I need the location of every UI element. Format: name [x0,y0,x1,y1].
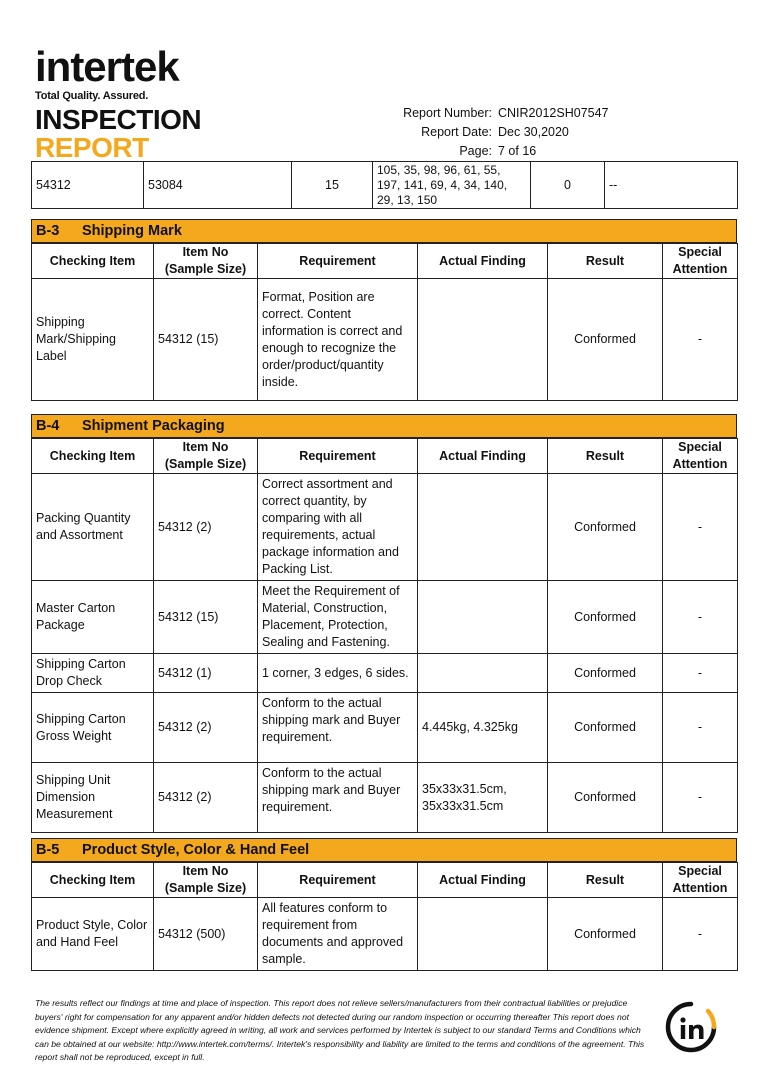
table-row [32,279,738,401]
result-cell: Conformed [548,581,663,654]
finding-cell: 35x33x31.5cm, 35x33x31.5cm [418,763,548,833]
col-result: Result [548,244,663,279]
section-title: Shipping Mark [82,223,182,239]
report-date-row [380,123,609,142]
col-requirement: Requirement [258,863,418,898]
section-b3 [31,219,737,401]
table-row [32,654,738,693]
table-row [32,898,738,971]
section-b5 [31,838,737,971]
item-no-cell: 54312 [32,162,144,209]
special-cell: - [663,581,738,654]
finding-cell [418,279,548,401]
report-number-label: Report Number: [403,106,492,120]
report-date-label: Report Date: [421,125,492,139]
shipping-mark-table [31,243,738,401]
requirement-cell: Meet the Requirement of Material, Construction, Placement, Protection, Sealing and Fastening. [258,581,418,654]
col-special-attention: Special Attention [663,244,738,279]
logo-wordmark: intertek [35,43,179,90]
col-checking-item: Checking Item [32,439,154,474]
requirement-cell: All features conform to requirement from documents and approved sample. [258,898,418,971]
page-value: 7 of 16 [498,144,537,158]
report-title-line2: REPORT [35,132,149,163]
section-header [31,838,737,862]
checking-item-cell: Shipping Mark/Shipping Label [32,279,154,401]
logo-tagline: Total Quality. Assured. [35,90,149,102]
shipment-packaging-table [31,438,738,833]
checking-item-cell: Shipping Carton Gross Weight [32,693,154,763]
checking-item-cell: Shipping Unit Dimension Measurement [32,763,154,833]
table-header-row [32,244,738,279]
sample-numbers-cell: 105, 35, 98, 96, 61, 55, 197, 141, 69, 4, 34, 140, 29, 13, 150 [373,162,531,209]
result-cell: Conformed [548,654,663,693]
item-no-cell: 54312 (500) [154,898,258,971]
footer-disclaimer: The results reflect our findings at time and place of inspection. This report does not relieve sellers/manufacturers from their contractual liabilities or prejudice buyers' right for compensation for any apparent and/or hidden defects not detected during our random inspection or occurring thereafter This report does not evidence shipment. Except where explicitly agreed in writing, all work and services performed by Intertek is subject to our standard Terms and Conditions which can be obtained at our website: http://www.intertek.com/terms/. Intertek's responsibility and liability are limited to the terms and conditions of the agreement. This report shall not be reproduced, except in full. [35,998,645,1062]
col-item-no: Item No (Sample Size) [154,439,258,474]
checking-item-cell: Master Carton Package [32,581,154,654]
product-style-table [31,862,738,971]
col-requirement: Requirement [258,244,418,279]
section-b4 [31,414,737,833]
report-number-row [380,104,609,123]
item-no-cell: 54312 (2) [154,693,258,763]
col-result: Result [548,439,663,474]
table-row [32,693,738,763]
section-title: Shipment Packaging [82,418,225,434]
table-row [32,474,738,581]
result-cell: Conformed [548,898,663,971]
report-title-line1: INSPECTION [35,104,202,135]
intertek-logo [35,43,202,163]
table-row [32,162,738,209]
finding-cell [418,474,548,581]
table-row [32,581,738,654]
col-requirement: Requirement [258,439,418,474]
section-code: B-3 [36,223,60,239]
finding-cell [418,898,548,971]
table-header-row [32,439,738,474]
col-actual-finding: Actual Finding [418,439,548,474]
special-cell: - [663,654,738,693]
section-code: B-5 [36,842,60,858]
quantity-cell: 15 [292,162,373,209]
special-cell: - [663,763,738,833]
finding-cell [418,654,548,693]
item-no-cell: 54312 (15) [154,279,258,401]
col-special-attention: Special Attention [663,863,738,898]
remark-cell: -- [605,162,738,209]
page-row [380,142,609,161]
col-result: Result [548,863,663,898]
special-cell: - [663,898,738,971]
col-item-no: Item No (Sample Size) [154,863,258,898]
section-header [31,414,737,438]
report-number-value: CNIR2012SH07547 [498,106,609,120]
defects-cell: 0 [531,162,605,209]
result-cell: Conformed [548,763,663,833]
col-actual-finding: Actual Finding [418,244,548,279]
col-checking-item: Checking Item [32,244,154,279]
special-cell: - [663,474,738,581]
checking-item-cell: Shipping Carton Drop Check [32,654,154,693]
finding-cell [418,581,548,654]
requirement-cell: Format, Position are correct. Content information is correct and enough to recognize the order/product/quantity inside. [258,279,418,401]
col-item-no: Item No (Sample Size) [154,244,258,279]
item-no-cell: 54312 (2) [154,474,258,581]
section-header [31,219,737,243]
checking-item-cell: Product Style, Color and Hand Feel [32,898,154,971]
col-actual-finding: Actual Finding [418,863,548,898]
item-no-cell: 54312 (1) [154,654,258,693]
requirement-cell: 1 corner, 3 edges, 6 sides. [258,654,418,693]
section-title: Product Style, Color & Hand Feel [82,842,310,858]
intertek-in-icon [664,1000,718,1054]
result-cell: Conformed [548,474,663,581]
requirement-cell: Conform to the actual shipping mark and Buyer requirement. [258,693,418,763]
table-row [32,763,738,833]
section-code: B-4 [36,418,60,434]
report-meta [380,104,609,161]
checking-item-cell: Packing Quantity and Assortment [32,474,154,581]
special-cell: - [663,279,738,401]
requirement-cell: Correct assortment and correct quantity, by comparing with all requirements, actual package information and Packing List. [258,474,418,581]
requirement-cell: Conform to the actual shipping mark and Buyer requirement. [258,763,418,833]
po-cell: 53084 [144,162,292,209]
item-no-cell: 54312 (15) [154,581,258,654]
report-date-value: Dec 30,2020 [498,125,569,139]
page-label: Page: [459,144,492,158]
table-header-row [32,863,738,898]
sample-table-continued [31,161,738,209]
col-special-attention: Special Attention [663,439,738,474]
special-cell: - [663,693,738,763]
col-checking-item: Checking Item [32,863,154,898]
finding-cell: 4.445kg, 4.325kg [418,693,548,763]
result-cell: Conformed [548,279,663,401]
item-no-cell: 54312 (2) [154,763,258,833]
result-cell: Conformed [548,693,663,763]
